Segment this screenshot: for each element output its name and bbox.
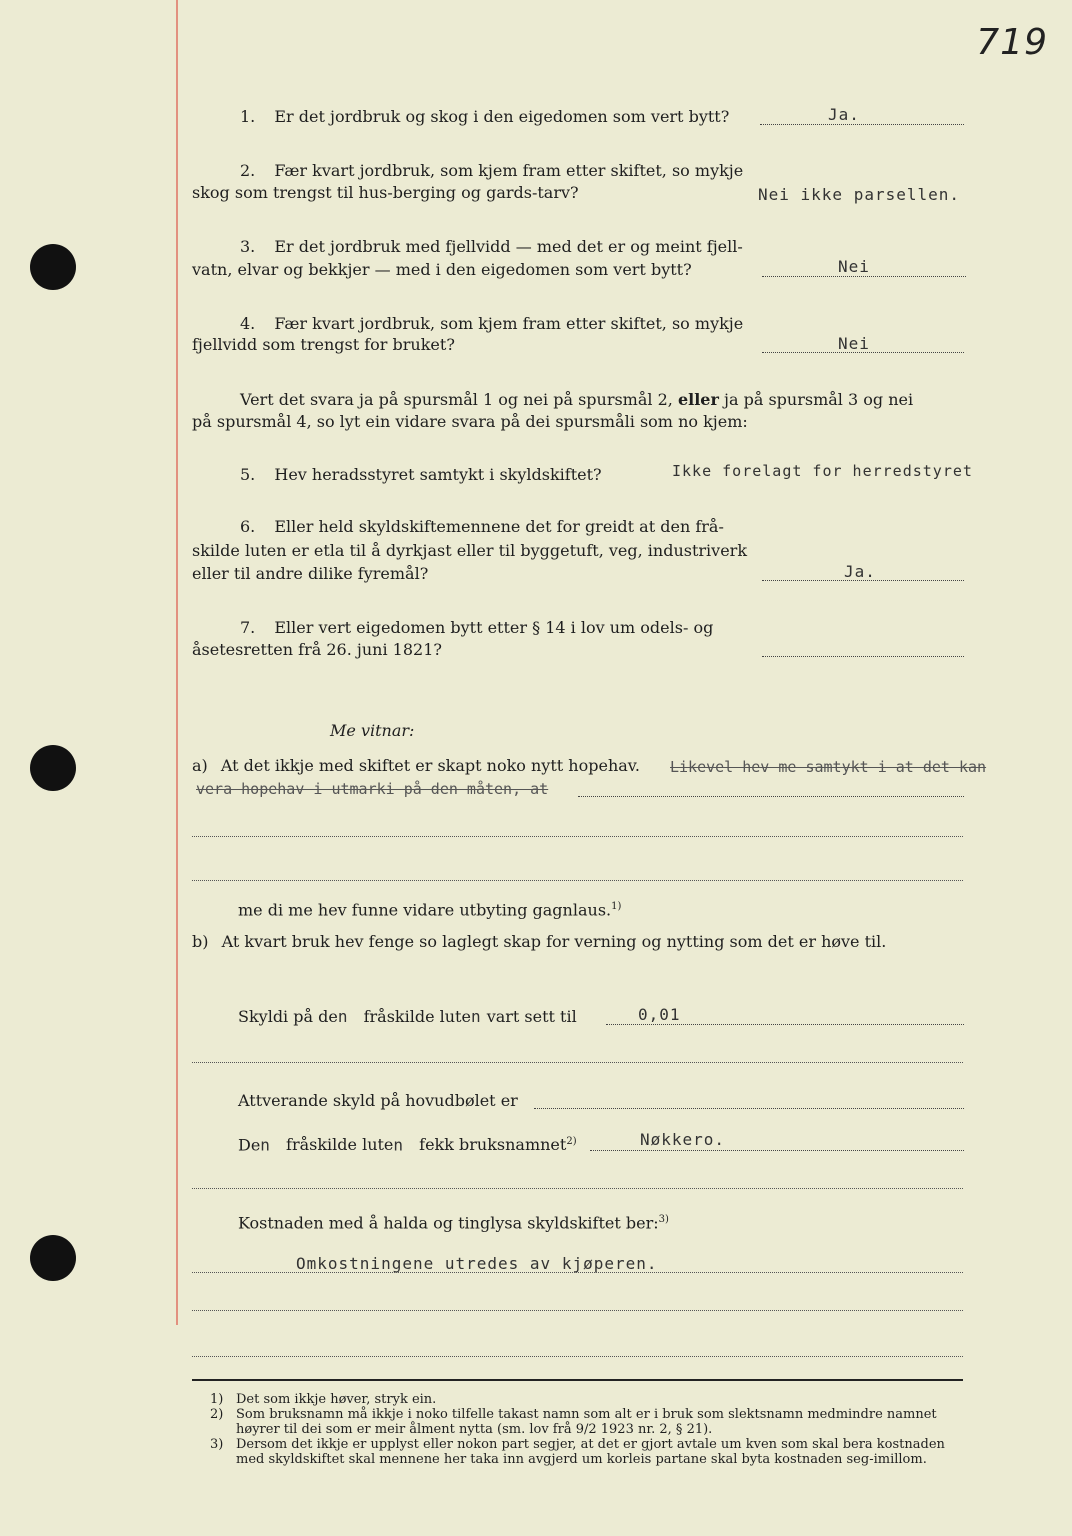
- label-text: fekk bruksnamnet: [419, 1135, 567, 1155]
- skyld-value: 0,01: [638, 1005, 681, 1024]
- label-text: Skyldi på de: [238, 1007, 338, 1026]
- witness-a-cont-text: me di me hev funne vidare utbyting gagnlaus.: [238, 900, 612, 920]
- question-number: 3.: [240, 237, 256, 256]
- page-number: 719: [976, 22, 1048, 63]
- footnote-mark: 3): [210, 1437, 224, 1452]
- instruction-text: Vert det svara ja på spursmål 1 og nei på spursmål 2,: [240, 390, 673, 409]
- footnote-text: Det som ikkje høver, stryk ein.: [236, 1392, 437, 1407]
- witness-b-text: At kvart bruk hev fenge so laglegt skap for verning og nytting som det er høve til.: [221, 932, 887, 951]
- answer-line: [762, 276, 966, 277]
- answer-6: Ja.: [844, 562, 876, 581]
- fill-line: [192, 1188, 963, 1189]
- question-text: Fær kvart jordbruk, som kjem fram etter skiftet, so mykje: [274, 161, 744, 180]
- fill-line: [578, 796, 964, 797]
- question-6-line3: eller til andre dilike fyremål?: [192, 564, 429, 583]
- label-text: fråskilde lute: [363, 1007, 471, 1026]
- instruction-text: ja på spursmål 3 og nei: [724, 390, 914, 409]
- answer-1: Ja.: [828, 105, 860, 124]
- fill-line: [192, 1356, 963, 1357]
- question-number: 4.: [240, 314, 256, 333]
- footnote-mark: 1): [210, 1392, 224, 1407]
- fill-line: [192, 1272, 963, 1273]
- instruction-line1: [240, 389, 913, 411]
- answer-line: [590, 1150, 964, 1151]
- question-2-line2: skog som trengst til hus-berging og gards-tarv?: [192, 183, 579, 202]
- question-4-line2: fjellvidd som trengst for bruket?: [192, 335, 455, 354]
- question-7-line2: åsetesretten frå 26. juni 1821?: [192, 640, 442, 659]
- footnote-text: Dersom det ikkje er upplyst eller nokon part segjer, at det er gjort avtale um kven som skal bera kostnaden med skyldskiftet skal mennene her taka inn avgjerd um korleis partane skal byta kostnaden seg-imillom.: [236, 1437, 945, 1467]
- handwritten-letter: n: [470, 1007, 482, 1026]
- kostnad-value: Omkostningene utredes av kjøperen.: [296, 1254, 658, 1273]
- footnote: [210, 1407, 970, 1437]
- question-text: Eller vert eigedomen bytt etter § 14 i lov um odels- og: [274, 618, 714, 637]
- kostnad-label: [238, 1209, 669, 1234]
- footnote-ref: 3): [658, 1214, 669, 1225]
- bruksnamn-label: [238, 1131, 577, 1156]
- item-label: a): [192, 756, 208, 775]
- punch-hole-middle: [30, 745, 76, 791]
- handwritten-letter: n: [260, 1135, 271, 1155]
- question-text: Er det jordbruk og skog i den eigedomen som vert bytt?: [274, 107, 730, 126]
- witness-a-continuation: [238, 896, 621, 921]
- footnote-text: Som bruksnamn må ikkje i noko tilfelle takast namn som alt er i bruk som slektsnamn medmindre namnet høyrer til dei som er meir ålment nytta (sm. lov frå 9/2 1923 nr. 2, § 21).: [236, 1407, 937, 1437]
- question-5: [240, 464, 602, 486]
- answer-line: [606, 1024, 964, 1025]
- fill-line: [192, 1310, 963, 1311]
- punch-hole-top: [30, 244, 76, 290]
- witness-heading: Me vitnar:: [330, 721, 415, 740]
- struck-text-1: Likevel hev me samtykt i at det kan: [670, 758, 987, 776]
- red-margin-line: [176, 0, 178, 1325]
- footnote-ref: 2): [566, 1136, 577, 1147]
- question-6-line2: skilde luten er etla til å dyrkjast eller til byggetuft, veg, industriverk: [192, 541, 748, 560]
- label-text: vart sett til: [486, 1007, 577, 1026]
- question-number: 2.: [240, 161, 256, 180]
- fill-line: [192, 880, 963, 881]
- fill-line: [192, 1062, 963, 1063]
- footnote: [210, 1392, 970, 1407]
- handwritten-letter: n: [337, 1007, 349, 1026]
- witness-b: [192, 931, 886, 953]
- question-number: 1.: [240, 107, 256, 126]
- witness-a-line1: [192, 755, 640, 777]
- skyld-label: [238, 1006, 577, 1028]
- footnote-ref: 1): [611, 901, 622, 912]
- answer-line: [762, 656, 964, 657]
- question-number: 5.: [240, 465, 256, 484]
- question-2-line1: [240, 160, 743, 182]
- question-number: 6.: [240, 517, 256, 536]
- witness-a-text: At det ikkje med skiftet er skapt noko nytt hopehav.: [220, 756, 641, 775]
- footnote-separator: [192, 1379, 963, 1381]
- instruction-bold: eller: [677, 390, 719, 409]
- answer-2: Nei ikke parsellen.: [758, 185, 961, 204]
- question-number: 7.: [240, 618, 256, 637]
- question-7-line1: [240, 617, 713, 639]
- question-4-line1: [240, 313, 743, 335]
- fill-line: [192, 836, 963, 837]
- question-text: Er det jordbruk med fjellvidd — med det er og meint fjell-: [274, 237, 743, 256]
- question-text: Hev heradsstyret samtykt i skyldskiftet?: [274, 465, 602, 484]
- question-text: Eller held skyldskiftemennene det for greidt at den frå-: [274, 517, 724, 536]
- footnote: [210, 1437, 970, 1467]
- answer-5: Ikke forelagt for herredstyret: [672, 462, 973, 480]
- struck-text-2: vera hopehav i utmarki på den måten, at: [196, 780, 549, 798]
- footnotes: [210, 1392, 970, 1467]
- answer-4: Nei: [838, 334, 870, 353]
- footnote-mark: 2): [210, 1407, 224, 1422]
- handwritten-letter: n: [393, 1135, 405, 1155]
- item-label: b): [192, 932, 209, 951]
- bruksnamn-value: Nøkkero.: [640, 1130, 726, 1149]
- question-1: [240, 106, 729, 128]
- label-text: fråskilde lute: [286, 1135, 394, 1155]
- instruction-line2: på spursmål 4, so lyt ein vidare svara på dei spursmåli som no kjem:: [192, 412, 748, 431]
- question-text: Fær kvart jordbruk, som kjem fram etter skiftet, so mykje: [274, 314, 744, 333]
- label-text: De: [238, 1135, 261, 1155]
- answer-line: [534, 1108, 964, 1109]
- punch-hole-bottom: [30, 1235, 76, 1281]
- question-3-line2: vatn, elvar og bekkjer — med i den eigedomen som vert bytt?: [192, 260, 692, 279]
- answer-3: Nei: [838, 257, 870, 276]
- question-3-line1: [240, 236, 743, 258]
- label-text: Kostnaden med å halda og tinglysa skyldskiftet ber:: [238, 1213, 659, 1233]
- question-6-line1: [240, 516, 724, 538]
- answer-line: [760, 124, 964, 125]
- attverande-label: Attverande skyld på hovudbølet er: [238, 1091, 518, 1110]
